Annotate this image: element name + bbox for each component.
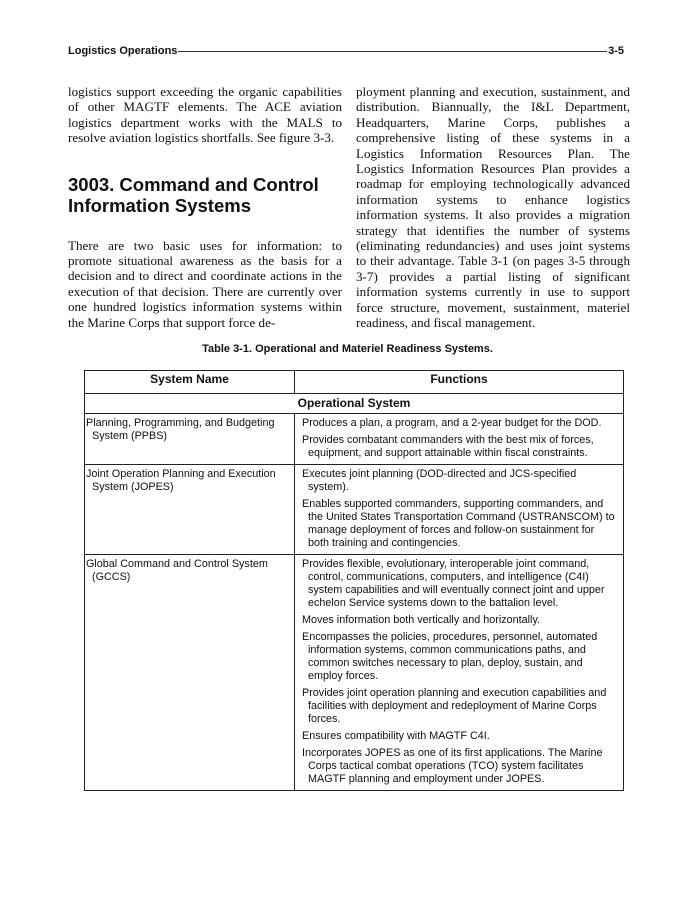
function-item: Encompasses the policies, procedures, personnel, automated information systems, common communications paths, and common switches necessary to plan, deploy, sustain, and employ forces. [302,631,598,682]
header-rule [178,51,607,52]
column-header-system-name: System Name [85,371,295,394]
body-paragraph: There are two basic uses for information: to promote situational awareness as the basis for a decision and to direct and coordinate actions in the execution of that decision. There are currently over one hundred logistics information systems within the Marine Corps that support force de- [68,237,342,330]
body-paragraph: ployment planning and execution, sustainment, and distribution. Biannually, the I&L Department, Headquarters, Marine Corps, publishes a comprehensive listing of these systems in a Logistics Information Resources Plan. The Logistics Information Resources Plan provides a roadmap for employing technologically advanced information systems to enhance logistics information systems. It also provides a migration strategy that identifies the number of systems (eliminating redundancies) and uses joint systems to their advantage. Table 3-1 (on pages 3-5 through 3-7) provides a partial listing of significant information systems currently in use to support force structure, movement, sustainment, materiel readiness, and fiscal management. [356,84,630,331]
body-paragraph: logistics support exceeding the organic capabilities of other MAGTF elements. The ACE aviation logistics department works with the MALS to resolve aviation logistics shortfalls. See figure 3-3. [68,84,342,146]
table-row [85,555,624,791]
function-item: Provides joint operation planning and execution capabilities and facilities with deployment and redeployment of Marine Corps forces. [302,687,607,725]
system-name-cell: Planning, Programming, and Budgeting System (PPBS) [85,414,295,465]
system-name-cell: Joint Operation Planning and Execution System (JOPES) [85,465,295,555]
column-header-functions: Functions [295,371,624,394]
page-number: 3-5 [608,45,624,57]
table-caption: Table 3-1. Operational and Materiel Readiness Systems. [202,343,493,355]
section-heading: 3003. Command and Control Information Systems [68,173,319,216]
function-item: Provides combatant commanders with the best mix of forces, equipment, and support attainable within fiscal constraints. [302,434,594,459]
function-item: Enables supported commanders, supporting commanders, and the United States Transportation Command (USTRANSCOM) to manage deployment of forces and follow-on sustainment for both training and contingencies. [302,498,615,549]
systems-table [84,370,624,791]
system-name-cell: Global Command and Control System (GCCS) [85,555,295,791]
function-item: Incorporates JOPES as one of its first applications. The Marine Corps tactical combat operations (TCO) system facilitates MAGTF planning and employment under JOPES. [302,747,603,785]
function-item: Ensures compatibility with MAGTF C4I. [302,730,490,742]
right-column [356,84,630,331]
group-label: Operational System [85,394,624,414]
function-item: Provides flexible, evolutionary, interoperable joint command, control, communications, computers, and intelligence (C4I) system capabilities and will eventually connect joint and upper echelon Service systems down to the battalion level. [302,558,605,609]
function-item: Executes joint planning (DOD-directed and JCS-specified system). [302,468,577,493]
table-row [85,414,624,465]
function-item: Moves information both vertically and horizontally. [302,614,541,626]
function-item: Produces a plan, a program, and a 2-year budget for the DOD. [302,417,602,429]
functions-cell [295,414,624,465]
functions-cell [295,465,624,555]
running-header-title: Logistics Operations [68,45,178,57]
table-header-row [85,371,624,394]
functions-cell [295,555,624,791]
group-row [85,394,624,414]
running-header [68,44,624,58]
table-row [85,465,624,555]
left-column [68,84,342,330]
